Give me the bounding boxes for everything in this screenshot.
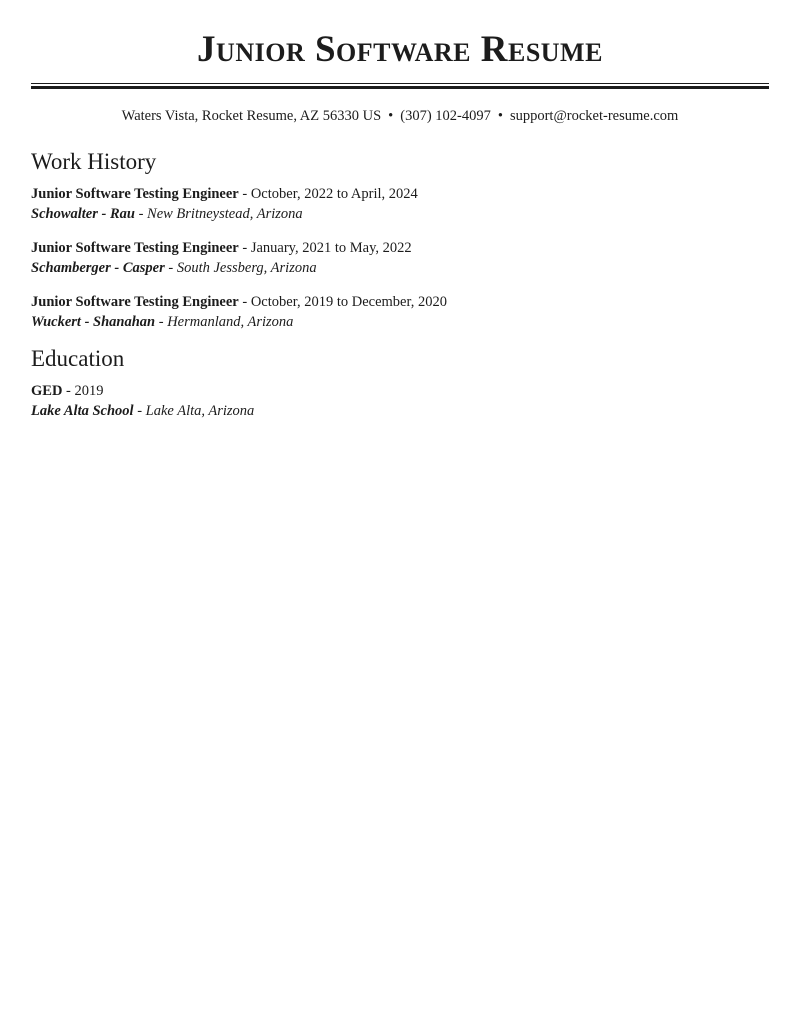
contact-separator: • [388,108,394,124]
page-title: Junior Software Resume [197,29,603,70]
company-line [31,258,769,278]
company-name: Schamberger - Casper [31,260,165,276]
education-list [31,381,769,421]
work-entry [31,292,769,332]
job-title-line [31,292,769,312]
dash: - [238,186,251,202]
work-history-list [31,184,769,332]
dash: - [134,206,148,222]
job-dates: October, 2022 to April, 2024 [250,186,418,202]
school-line [31,401,769,421]
degree: GED [31,383,63,399]
contact-separator: • [497,108,503,124]
company-name: Wuckert - Shanahan [31,314,156,330]
dash: - [155,314,168,330]
graduation-year: 2019 [74,383,104,399]
school-name: Lake Alta School [31,403,134,419]
job-title-line [31,238,769,258]
company-line [31,312,769,332]
contact-line [31,107,769,125]
dash: - [238,294,251,310]
work-entry [31,184,769,224]
contact-email: support@rocket-resume.com [509,108,679,124]
work-history-heading: Work History [31,149,157,174]
divider-thick-line [31,86,769,89]
company-location: South Jessberg, Arizona [176,260,317,276]
job-title: Junior Software Testing Engineer [31,186,239,202]
education-entry [31,381,769,421]
contact-phone: (307) 102-4097 [400,108,491,124]
work-entry [31,238,769,278]
dash: - [238,240,251,256]
company-location: New Britneystead, Arizona [147,206,303,222]
degree-line [31,381,769,401]
dash: - [62,383,75,399]
dash: - [133,403,146,419]
school-location: Lake Alta, Arizona [145,403,255,419]
divider-thin-line [31,83,769,84]
job-title-line [31,184,769,204]
job-dates: October, 2019 to December, 2020 [250,294,447,310]
job-dates: January, 2021 to May, 2022 [250,240,412,256]
education-heading: Education [31,346,125,371]
company-location: Hermanland, Arizona [167,314,294,330]
contact-address: Waters Vista, Rocket Resume, AZ 56330 US [121,108,382,124]
dash: - [164,260,177,276]
job-title: Junior Software Testing Engineer [31,294,239,310]
company-line [31,204,769,224]
company-name: Schowalter - Rau [31,206,135,222]
title-divider [31,83,769,89]
job-title: Junior Software Testing Engineer [31,240,239,256]
